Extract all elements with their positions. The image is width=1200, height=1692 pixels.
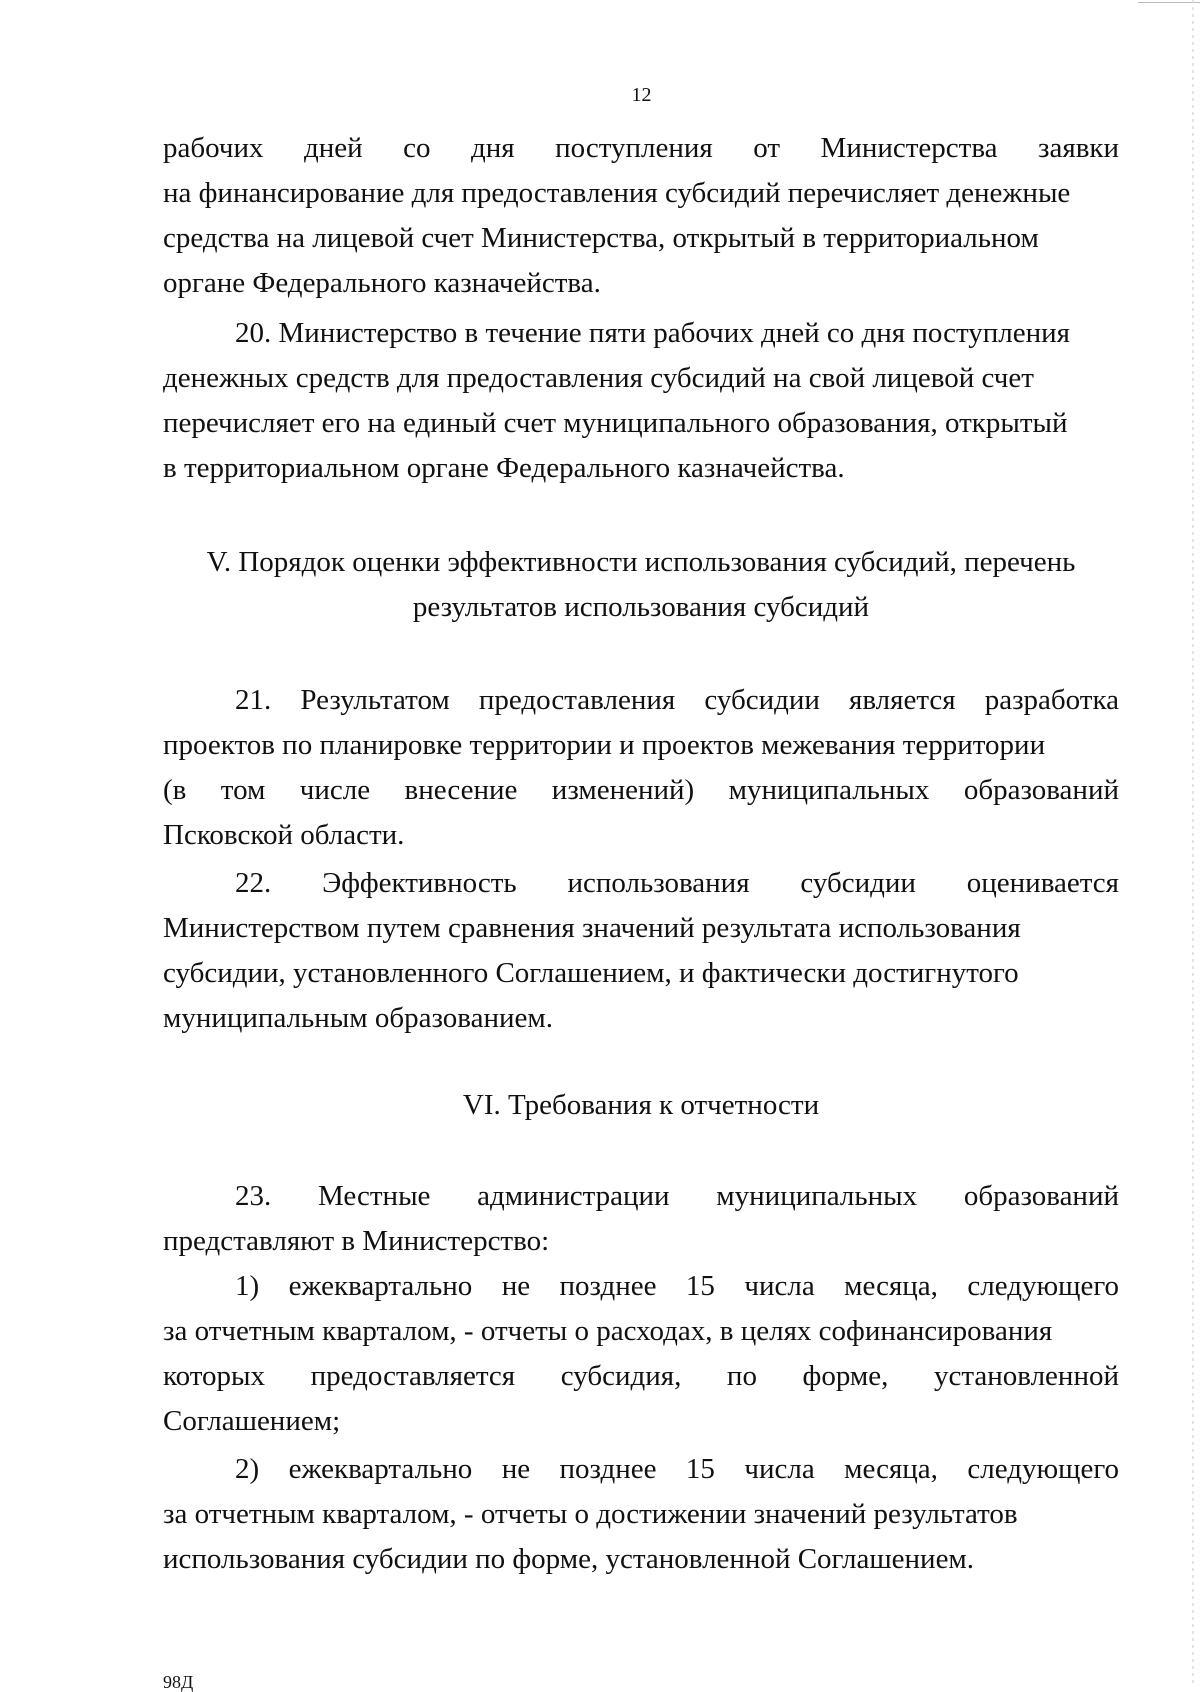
list-item-2 — [163, 1447, 1119, 1582]
paragraph-20 — [163, 311, 1119, 491]
paragraph-line: органе Федерального казначейства. — [163, 267, 601, 299]
section-heading-v — [163, 540, 1119, 630]
page-number: 12 — [631, 84, 652, 106]
list-item-1 — [163, 1264, 1119, 1444]
paragraph-line: 20. Министерство в течение пяти рабочих дней со дня поступления — [235, 317, 1071, 349]
heading-line: V. Порядок оценки эффективности использования субсидий, перечень — [206, 546, 1076, 578]
scan-edge-top — [1138, 2, 1200, 3]
paragraph-23 — [163, 1174, 1119, 1264]
paragraph-line: 2) ежеквартально не позднее 15 числа месяца, следующего — [235, 1453, 1119, 1485]
scan-edge-right — [1192, 0, 1194, 1686]
paragraph-line: Министерством путем сравнения значений результата использования — [163, 912, 1021, 944]
paragraph-line: денежных средств для предоставления субсидий на свой лицевой счет — [163, 362, 1034, 394]
section-heading-vi: VI. Требования к отчетности — [462, 1089, 820, 1121]
paragraph-line: представляют в Министерство: — [163, 1225, 550, 1257]
heading-line: результатов использования субсидий — [412, 591, 870, 623]
paragraph-line: муниципальным образованием. — [163, 1002, 553, 1034]
paragraph-continuation — [163, 126, 1119, 306]
paragraph-line: перечисляет его на единый счет муниципального образования, открытый — [163, 407, 1068, 439]
paragraph-line: проектов по планировке территории и проектов межевания территории — [163, 729, 1046, 761]
paragraph-line: субсидии, установленного Соглашением, и фактически достигнутого — [163, 957, 1019, 989]
paragraph-line: 21. Результатом предоставления субсидии является разработка — [235, 684, 1119, 716]
paragraph-line: рабочих дней со дня поступления от Министерства заявки — [163, 132, 1119, 164]
paragraph-line: Соглашением; — [163, 1405, 341, 1437]
paragraph-line: которых предоставляется субсидия, по форме, установленной — [163, 1360, 1119, 1392]
paragraph-line: 1) ежеквартально не позднее 15 числа месяца, следующего — [235, 1270, 1119, 1302]
paragraph-line: в территориальном органе Федерального казначейства. — [163, 452, 845, 484]
paragraph-line: за отчетным кварталом, - отчеты о расходах, в целях софинансирования — [163, 1315, 1053, 1347]
paragraph-line: (в том числе внесение изменений) муниципальных образований — [163, 774, 1119, 806]
paragraph-22 — [163, 861, 1119, 1041]
paragraph-21 — [163, 678, 1119, 858]
paragraph-line: 23. Местные администрации муниципальных образований — [235, 1180, 1119, 1212]
paragraph-line: средства на лицевой счет Министерства, открытый в территориальном — [163, 222, 1039, 254]
paragraph-line: Псковской области. — [163, 819, 405, 851]
paragraph-line: 22. Эффективность использования субсидии оценивается — [235, 867, 1119, 899]
footer-code: 98Д — [163, 1672, 194, 1692]
paragraph-line: за отчетным кварталом, - отчеты о достижении значений результатов — [163, 1498, 1018, 1530]
paragraph-line: использования субсидии по форме, установленной Соглашением. — [163, 1543, 975, 1575]
paragraph-line: на финансирование для предоставления субсидий перечисляет денежные — [163, 177, 1071, 209]
